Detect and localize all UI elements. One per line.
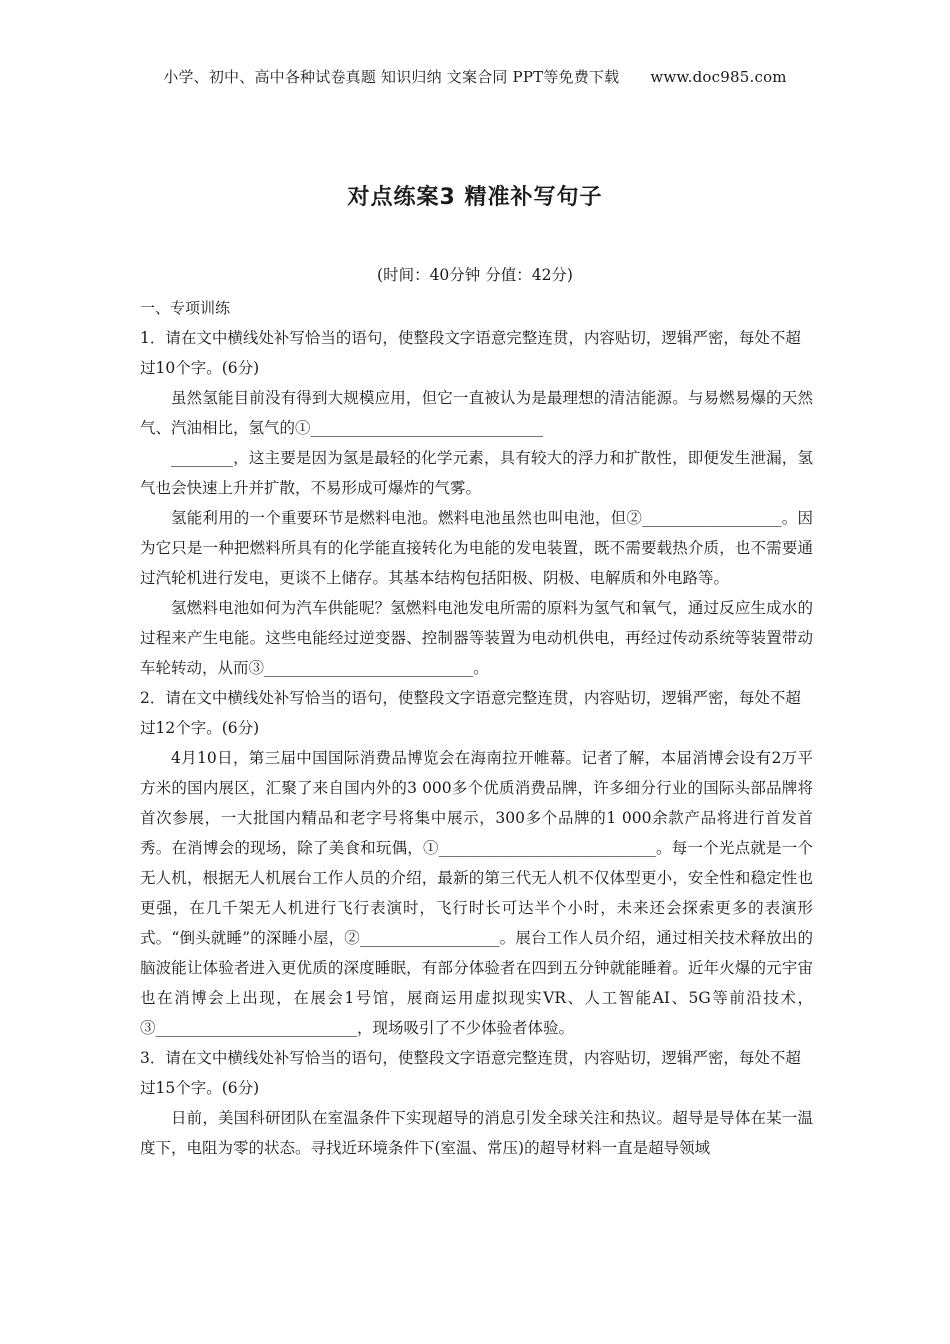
q2-text-a: 4月10日，第三届中国国际消费品博览会在海南拉开帷幕。记者了解，本届消博会设有2万平方米的国内展区，汇聚了来自国内外的3 000多个优质消费品牌，许多细分行业的国际头部品牌将首次参展，一大批国内精品和老字号将集中展示，300多个品牌的1 000余款产品将进行首发首秀。在消博会的现场，除了美食和玩偶，① xyxy=(140,749,813,857)
question-3-prompt: 3．请在文中横线处补写恰当的语句，使整段文字语意完整连贯，内容贴切，逻辑严密，每处不超过15个字。(6分) xyxy=(140,1049,801,1097)
document-body xyxy=(140,293,813,1163)
q1-blank-2: _______________ xyxy=(642,509,759,527)
q1-p4-end: 。 xyxy=(473,659,489,677)
q2-blank-3: __________________________ xyxy=(155,1019,358,1037)
q1-p3-text-b: 。因为它只是一种把燃料所具有的化学能直接转化为电能的发电装置，既不需要载热介质，也不需要通过汽轮机进行发电，更谈不上储存。其基本结构包括阳极、阴极、电解质和外电路等。 xyxy=(140,509,813,587)
q2-text-b: 。每一个光点就是一个无人机，根据无人机展台工作人员的介绍，最新的第三代无人机不仅体型更小，安全性和稳定性也更强，在几千架无人机进行飞行表演时，飞行时长可达半个小时，未来还会探索更多的表演形式。“倒头就睡”的深睡小屋，② xyxy=(140,839,813,947)
time-score-info: (时间：40分钟 分值：42分) xyxy=(377,266,573,284)
q1-paragraph-3 xyxy=(140,503,813,593)
q1-p4-text: 氢燃料电池如何为汽车供能呢？氢燃料电池发电所需的原料为氢气和氧气，通过反应生成水的过程来产生电能。这些电能经过逆变器、控制器等装置为电动机供电，再经过传动系统等装置带动车轮转动，从而③ xyxy=(140,599,813,677)
q2-blank-2-continued: ___ xyxy=(476,929,500,947)
q1-paragraph-4 xyxy=(140,593,813,683)
header-site: www.doc985.com xyxy=(650,68,787,86)
q1-blank-3: ___________________________ xyxy=(264,659,474,677)
q2-blank-1-continued: ____ xyxy=(624,839,656,857)
q2-text-d: ，现场吸引了不少体验者体验。 xyxy=(357,1019,575,1037)
q1-p1-text: 虽然氢能目前没有得到大规模应用，但它一直被认为是最理想的清洁能源。与易燃易爆的天然气、汽油相比，氢气的① xyxy=(140,389,813,437)
page-header xyxy=(0,66,950,87)
q1-paragraph-2 xyxy=(140,443,813,503)
q1-blank-2-continued: ___ xyxy=(758,509,782,527)
page-title: 对点练案3 精准补写句子 xyxy=(347,185,603,210)
question-1-prompt: 1．请在文中横线处补写恰当的语句，使整段文字语意完整连贯，内容贴切，逻辑严密，每处不超过10个字。(6分) xyxy=(140,329,801,377)
q1-p3-text-a: 氢能利用的一个重要环节是燃料电池。燃料电池虽然也叫电池，但② xyxy=(171,509,643,527)
q2-paragraph-1 xyxy=(140,743,813,1043)
q1-paragraph-1 xyxy=(140,383,813,443)
q2-blank-1: ________________________ xyxy=(438,839,625,857)
header-text: 小学、初中、高中各种试卷真题 知识归纳 文案合同 PPT等免费下载 xyxy=(163,68,620,86)
q2-blank-2: _______________ xyxy=(359,929,477,947)
question-2-prompt: 2．请在文中横线处补写恰当的语句，使整段文字语意完整连贯，内容贴切，逻辑严密，每处不超过12个字。(6分) xyxy=(140,689,801,737)
q3-paragraph-1: 日前，美国科研团队在室温条件下实现超导的消息引发全球关注和热议。超导是导体在某一温度下，电阻为零的状态。寻找近环境条件下(室温、常压)的超导材料一直是超导领域 xyxy=(140,1109,813,1157)
q1-blank-1: ______________________________ xyxy=(310,419,544,437)
q1-p2-text: ，这主要是因为氢是最轻的化学元素，具有较大的浮力和扩散性，即便发生泄漏，氢气也会快速上升并扩散，不易形成可爆炸的气雾。 xyxy=(140,449,813,497)
section-heading: 一、专项训练 xyxy=(140,299,231,317)
q2-text-c: 。展台工作人员介绍，通过相关技术释放出的脑波能让体验者进入更优质的深度睡眠，有部分体验者在四到五分钟就能睡着。近年火爆的元宇宙也在消博会上出现，在展会1号馆，展商运用虚拟现实VR、人工智能AI、5G等前沿技术，③ xyxy=(140,929,813,1037)
q1-blank-1-continued: ________ xyxy=(171,449,233,467)
